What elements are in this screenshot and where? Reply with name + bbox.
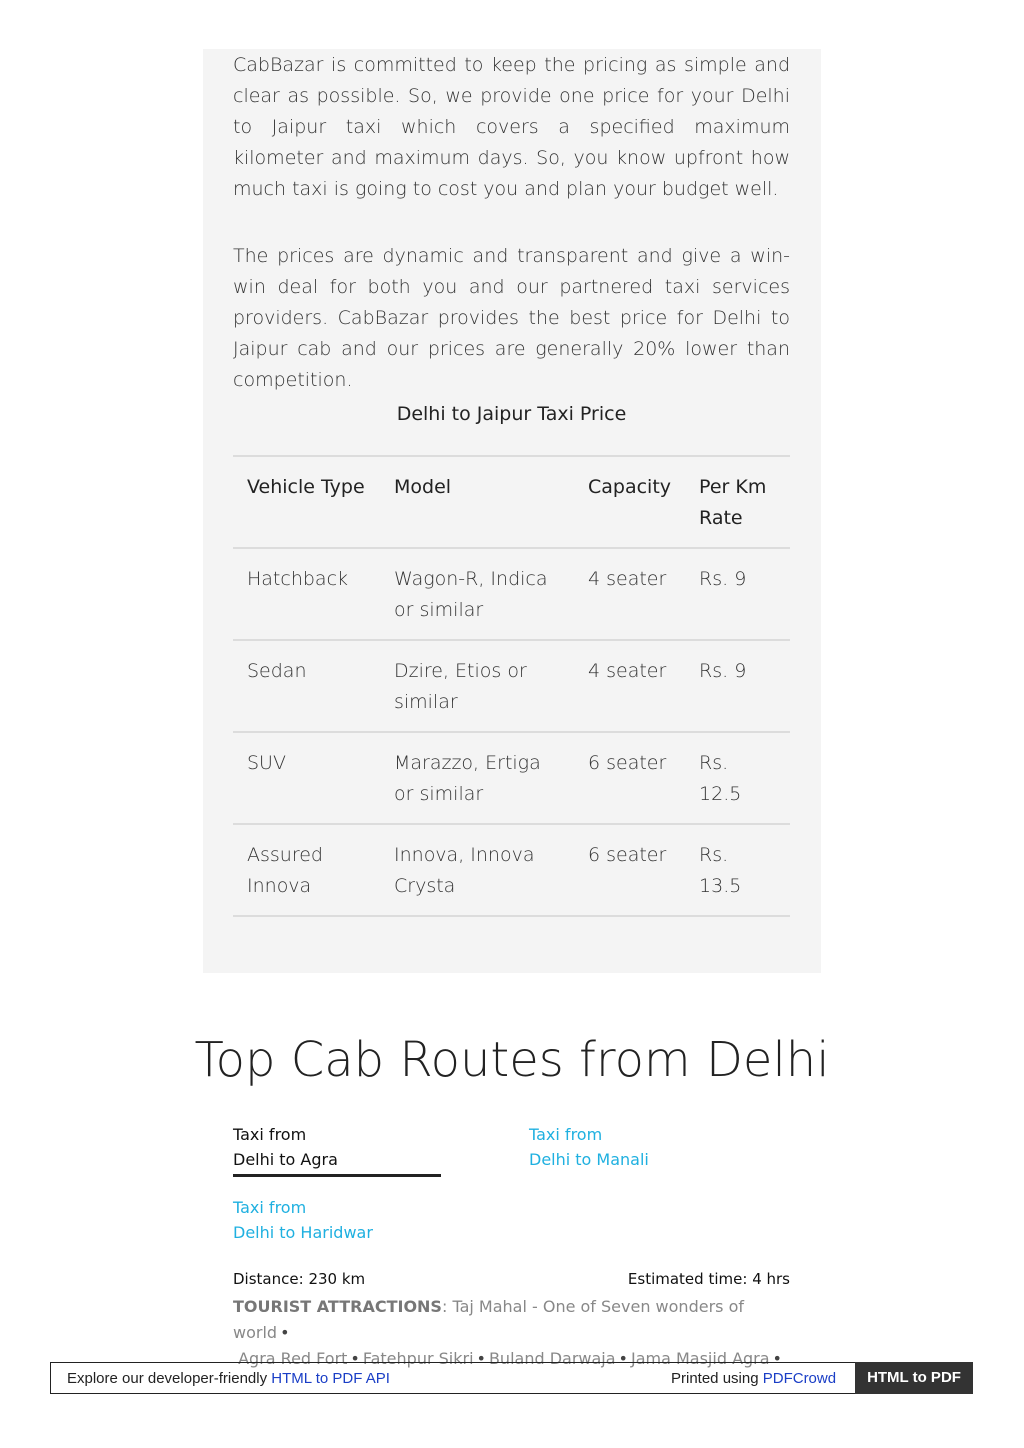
printed-text: Printed using	[671, 1370, 759, 1387]
pdfcrowd-footer	[50, 1362, 973, 1394]
cell-model: Marazzo, Ertiga or similar	[380, 732, 574, 824]
cell-rate: Rs. 9	[685, 548, 790, 640]
footer-printed	[671, 1370, 836, 1387]
attraction-item: Fatehpur Sikri	[362, 1349, 474, 1368]
explore-text: Explore our developer-friendly	[67, 1370, 268, 1387]
cell-model: Dzire, Etios or similar	[380, 640, 574, 732]
distance-value: 230 km	[308, 1270, 366, 1288]
cell-capacity: 4 seater	[574, 548, 685, 640]
time-label: Estimated time:	[627, 1270, 748, 1288]
route-line1: Taxi from	[233, 1198, 307, 1217]
tourist-attractions: TOURIST ATTRACTIONS: Taj Mahal - One of Seven wonders of world • Agra Red Fort • Fatehpur Sikri • Buland Darwaja • Jama Masjid Agra •	[233, 1297, 782, 1368]
pdfcrowd-link[interactable]: PDFCrowd	[762, 1370, 837, 1387]
cell-vehicle: Sedan	[233, 640, 380, 732]
table-row	[233, 824, 790, 916]
active-route-underline	[233, 1174, 441, 1177]
html-to-pdf-badge[interactable]: HTML to PDF	[855, 1362, 973, 1394]
route-tab-delhi-haridwar[interactable]	[233, 1195, 373, 1245]
cell-rate: Rs. 12.5	[685, 732, 790, 824]
time-value: 4 hrs	[752, 1270, 790, 1288]
cell-vehicle: SUV	[233, 732, 380, 824]
bullet-icon: •	[618, 1349, 628, 1368]
route-tab-delhi-agra[interactable]	[233, 1122, 338, 1172]
bullet-icon: •	[350, 1349, 360, 1368]
cell-rate: Rs. 9	[685, 640, 790, 732]
attraction-item: Agra Red Fort	[238, 1349, 348, 1368]
attractions-label: TOURIST ATTRACTIONS	[233, 1297, 442, 1316]
route-tab-delhi-manali[interactable]	[529, 1122, 649, 1172]
intro-paragraph-2: The prices are dynamic and transparent and give a win-win deal for both you and our partnered taxi services providers. CabBazar provides the best price for Delhi to Jaipur cab and our prices are generally 20% lower than competition.	[233, 245, 790, 391]
cell-vehicle: Assured Innova	[233, 824, 380, 916]
table-row	[233, 732, 790, 824]
attraction-item: Jama Masjid Agra	[630, 1349, 770, 1368]
routes-heading: Top Cab Routes from Delhi	[194, 1032, 830, 1088]
price-table	[233, 455, 790, 917]
html-to-pdf-api-link[interactable]: HTML to PDF API	[271, 1370, 390, 1387]
cell-capacity: 4 seater	[574, 640, 685, 732]
distance-info	[233, 1270, 365, 1288]
header-vehicle-type: Vehicle Type	[233, 456, 380, 548]
bullet-icon: •	[772, 1349, 782, 1368]
table-row	[233, 640, 790, 732]
route-line2: Delhi to Manali	[529, 1150, 649, 1169]
cell-model: Innova, Innova Crysta	[380, 824, 574, 916]
attraction-item: Buland Darwaja	[488, 1349, 616, 1368]
route-line2: Delhi to Agra	[233, 1150, 338, 1169]
bullet-icon: •	[280, 1323, 290, 1342]
intro-paragraph-1: CabBazar is committed to keep the pricing as simple and clear as possible. So, we provide one price for your Delhi to Jaipur taxi which covers a specified maximum kilometer and maximum days. So, you know upfront how much taxi is going to cost you and plan your budget well.	[233, 54, 790, 200]
header-capacity: Capacity	[574, 456, 685, 548]
route-line2: Delhi to Haridwar	[233, 1223, 373, 1242]
table-row	[233, 548, 790, 640]
cell-capacity: 6 seater	[574, 732, 685, 824]
cell-capacity: 6 seater	[574, 824, 685, 916]
cell-rate: Rs. 13.5	[685, 824, 790, 916]
price-table-caption: Delhi to Jaipur Taxi Price	[396, 403, 627, 425]
footer-explore	[67, 1370, 390, 1387]
header-rate: Per Km Rate	[685, 456, 790, 548]
attraction-item: Taj Mahal - One of Seven wonders of world	[233, 1297, 744, 1342]
route-line1: Taxi from	[529, 1125, 603, 1144]
bullet-icon: •	[476, 1349, 486, 1368]
table-header-row	[233, 456, 790, 548]
time-info	[628, 1270, 790, 1288]
route-line1: Taxi from	[233, 1125, 307, 1144]
cell-model: Wagon-R, Indica or similar	[380, 548, 574, 640]
distance-label: Distance:	[233, 1270, 304, 1288]
cell-vehicle: Hatchback	[233, 548, 380, 640]
header-model: Model	[380, 456, 574, 548]
